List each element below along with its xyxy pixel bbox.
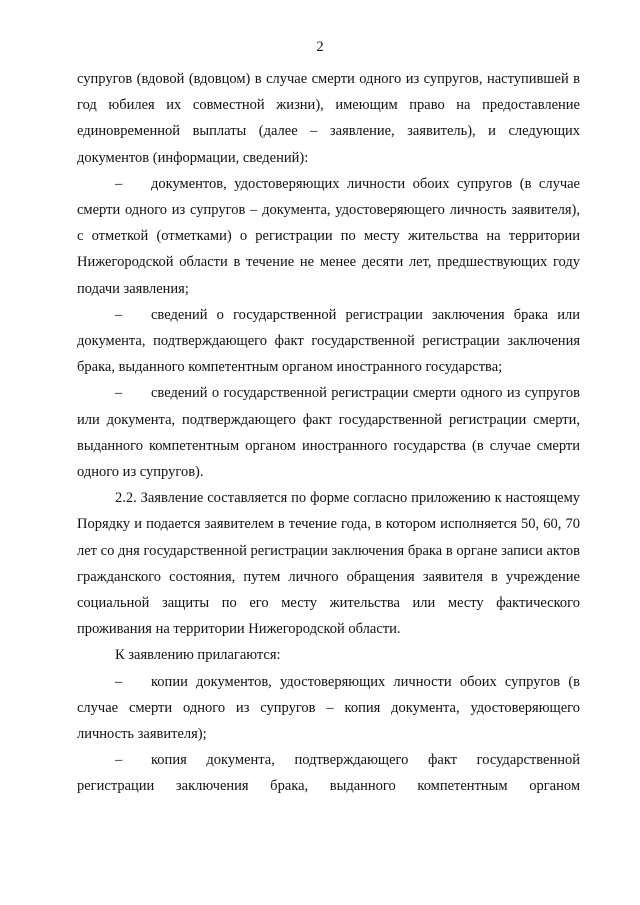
list-item-text: документов, удостоверяющих личности обоих супругов (в случае смерти одного из супругов – документа, удостоверяющего личность заявителя), с отметкой (отметками) о регистрации по месту жительства на территории Нижегородской области в течение не менее десяти лет, предшествующих году подачи заявления; [77, 175, 580, 297]
list-item-death-registration [77, 380, 580, 485]
list-item-marriage-registration [77, 302, 580, 381]
list-dash: – [115, 175, 123, 192]
paragraph-section-2-2: 2.2. Заявление составляется по форме согласно приложению к настоящему Порядку и подается заявителем в течение года, в котором исполняется 50, 60, 70 лет со дня государственной регистрации заключения брака в органе записи актов гражданского состояния, путем личного обращения заявителя в учреждение социальной защиты по его месту жительства или месту фактического проживания на территории Нижегородской области. [77, 490, 580, 638]
list-dash: – [115, 673, 123, 690]
page-number: 2 [316, 39, 324, 55]
list-item-text: сведений о государственной регистрации заключения брака или документа, подтверждающего факт государственной регистрации заключения брака, выданного компетентным органом иностранного государства; [77, 306, 580, 376]
document-body [77, 66, 580, 800]
list-item-text: копия документа, подтверждающего факт государственной регистрации заключения брака, выданного компетентным органом [77, 752, 580, 795]
list-item-text: сведений о государственной регистрации смерти одного из супругов или документа, подтверждающего факт государственной регистрации смерти, выданного компетентным органом иностранного государства (в случае смерти одного из супругов). [77, 385, 580, 481]
list-dash: – [115, 752, 123, 769]
list-item-marriage-copy [77, 747, 580, 799]
list-item-identity-documents [77, 171, 580, 302]
list-item-text: копии документов, удостоверяющих личности обоих супругов (в случае смерти одного из супругов – копия документа, удостоверяющего личность заявителя); [77, 673, 580, 743]
list-item-identity-copies [77, 669, 580, 748]
paragraph-attachments-heading: К заявлению прилагаются: [115, 647, 281, 664]
paragraph-intro: супругов (вдовой (вдовцом) в случае смерти одного из супругов, наступившей в год юбилея их совместной жизни), имеющим право на предоставление единовременной выплаты (далее – заявление, заявитель), и следующих документов (информации, сведений): [77, 71, 580, 166]
list-dash: – [115, 306, 123, 323]
list-dash: – [115, 385, 123, 402]
